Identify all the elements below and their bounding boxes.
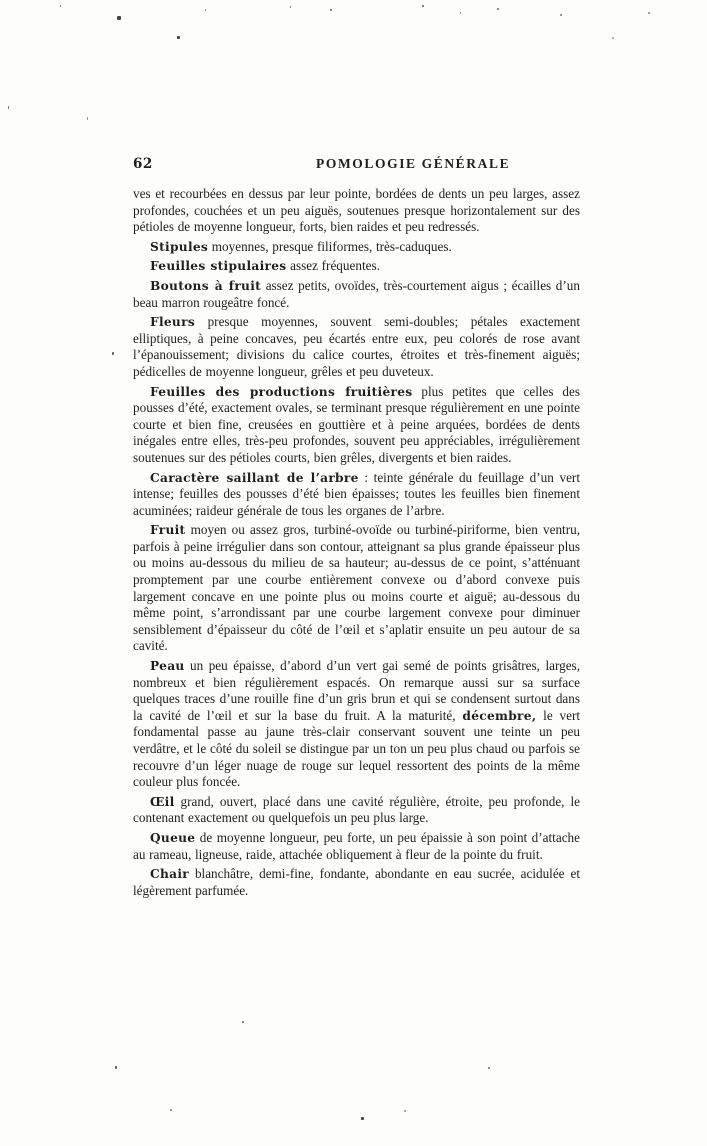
paragraph-lead: Fleurs bbox=[150, 315, 195, 330]
paragraph-lead: Chair bbox=[150, 867, 190, 882]
paragraph-text: moyennes, presque filiformes, très-caduques. bbox=[208, 238, 452, 254]
scan-speckle bbox=[170, 1109, 172, 1111]
paragraph bbox=[133, 522, 580, 655]
paragraph-lead: Œil bbox=[150, 794, 175, 809]
scan-speckle bbox=[497, 8, 499, 10]
paragraph-text: ves et recourbées en dessus par leur pointe, bordées de dents un peu larges, assez profondes, couchées et un peu aiguës, soutenues presque horizontalement sur des pétioles de moyenne longueur, forts, bien raides et peu redressés. bbox=[133, 186, 580, 235]
scan-speckle bbox=[177, 36, 180, 39]
paragraph-text: grand, ouvert, placé dans une cavité régulière, étroite, peu profonde, le contenant exactement ou quelquefois un peu plus large. bbox=[133, 793, 580, 826]
scan-speckle bbox=[422, 5, 424, 7]
paragraph-text: un peu épaisse, d’abord d’un vert gai semé de points grisâtres, larges, nombreux et bien régulièrement espacés. On remarque aussi sur sa surface quelques traces d’une rouille fine d’un gris brun et qui se condensent surtout dans la cavité de l’œil et sur la base du fruit. A la maturité, bbox=[133, 658, 580, 723]
scan-speckle bbox=[242, 1021, 244, 1023]
paragraph-lead: Boutons à fruit bbox=[150, 278, 262, 293]
paragraph-text: plus petites que celles des pousses d’été, exactement ovales, se terminant presque régulièrement en une pointe courte et bien fine, creusées en gouttière et à peine arquées, bordées de dents inégales entre elles, très-peu profondes, souvent peu appréciables, irrégulièrement soutenues sur des pétioles courts, bien grêles, divergents et bien raides. bbox=[133, 383, 580, 465]
scan-speckle bbox=[612, 37, 614, 39]
paragraph bbox=[133, 866, 580, 899]
page-body bbox=[133, 186, 580, 899]
paragraph-lead: Caractère saillant de l’arbre bbox=[150, 470, 359, 485]
scan-speckle bbox=[330, 9, 332, 11]
paragraph bbox=[133, 830, 580, 863]
scan-speckle bbox=[60, 5, 61, 7]
paragraph bbox=[133, 658, 580, 791]
scan-speckle bbox=[648, 12, 650, 14]
scan-speckle bbox=[404, 1110, 406, 1112]
paragraph-lead: Queue bbox=[150, 830, 196, 845]
page-number: 62 bbox=[133, 156, 153, 172]
paragraph-lead: décembre, bbox=[462, 708, 537, 723]
paragraph bbox=[133, 314, 580, 380]
scan-speckle bbox=[205, 9, 206, 11]
paragraph bbox=[133, 278, 580, 311]
scan-speckle bbox=[87, 117, 88, 120]
scan-speckle bbox=[460, 12, 461, 14]
scan-speckle bbox=[361, 1117, 364, 1120]
paragraph-text: assez fréquentes. bbox=[286, 258, 380, 274]
paragraph-text: blanchâtre, demi-fine, fondante, abondante en eau sucrée, acidulée et légèrement parfumée. bbox=[133, 866, 580, 898]
paragraph-text: : teinte générale du feuillage d’un vert intense; feuilles des pousses d’été bien épaisses; toutes les feuilles bien finement acuminées; raideur générale de tous les organes de l’arbre. bbox=[133, 469, 580, 518]
paragraph-lead: Peau bbox=[150, 659, 185, 674]
scan-speckle bbox=[115, 1066, 117, 1069]
running-title: POMOLOGIE GÉNÉRALE bbox=[316, 156, 511, 171]
paragraph bbox=[133, 258, 580, 275]
scan-speckle bbox=[8, 106, 9, 109]
paragraph-text: de moyenne longueur, peu forte, un peu épaissie à son point d’attache au rameau, ligneuse, raide, attachée obliquement à fleur de la pointe du fruit. bbox=[133, 829, 580, 862]
scan-speckle bbox=[488, 1067, 490, 1069]
paragraph-text: le vert fondamental passe au jaune très-clair conservant souvent une teinte un peu verdâtre, et le côté du soleil se distingue par un ton un peu plus chaud ou parfois se recouvre d’un léger nuage de rouge sur lequel ressortent des points de la même couleur plus foncée. bbox=[133, 707, 580, 790]
scan-speckle bbox=[560, 14, 562, 16]
paragraph bbox=[133, 384, 580, 467]
paragraph bbox=[133, 470, 580, 520]
paragraph bbox=[133, 239, 580, 256]
paragraph-text: presque moyennes, souvent semi-doubles; pétales exactement elliptiques, à peine concaves, peu écartés entre eux, peu colorés de rose avant l’épanouissement; divisions du calice courtes, étroites et très-finement aiguës; pédicelles de moyenne longueur, grêles et peu duveteux. bbox=[133, 314, 580, 379]
scan-speckle bbox=[290, 6, 291, 8]
paragraph-lead: Stipules bbox=[150, 239, 209, 254]
scan-speckle bbox=[112, 352, 114, 355]
paragraph-text: assez petits, ovoïdes, très-courtement aigus ; écailles d’un beau marron rougeâtre foncé. bbox=[133, 277, 580, 310]
paragraph bbox=[133, 186, 580, 236]
scan-speckle bbox=[117, 16, 121, 20]
paragraph-lead: Fruit bbox=[150, 523, 186, 538]
paragraph-lead: Feuilles des productions fruitières bbox=[150, 384, 413, 399]
paragraph-text: moyen ou assez gros, turbiné-ovoïde ou turbiné-piriforme, bien ventru, parfois à peine irrégulier dans son contour, atteignant sa plus grande épaisseur plus ou moins au-dessous du milieu de sa hauteur; au-dessus de ce point, s’atténuant promptement par une courbe entièrement convexe ou d’abord convexe puis largement concave en une pointe plus ou moins courte et aiguë; au-dessous du même point, s’arrondissant par une courbe largement convexe pour diminuer sensiblement d’épaisseur du côté de l’œil et s’aplatir ensuite un peu autour de sa cavité. bbox=[133, 522, 580, 654]
paragraph-lead: Feuilles stipulaires bbox=[150, 259, 287, 274]
paragraph bbox=[133, 794, 580, 827]
